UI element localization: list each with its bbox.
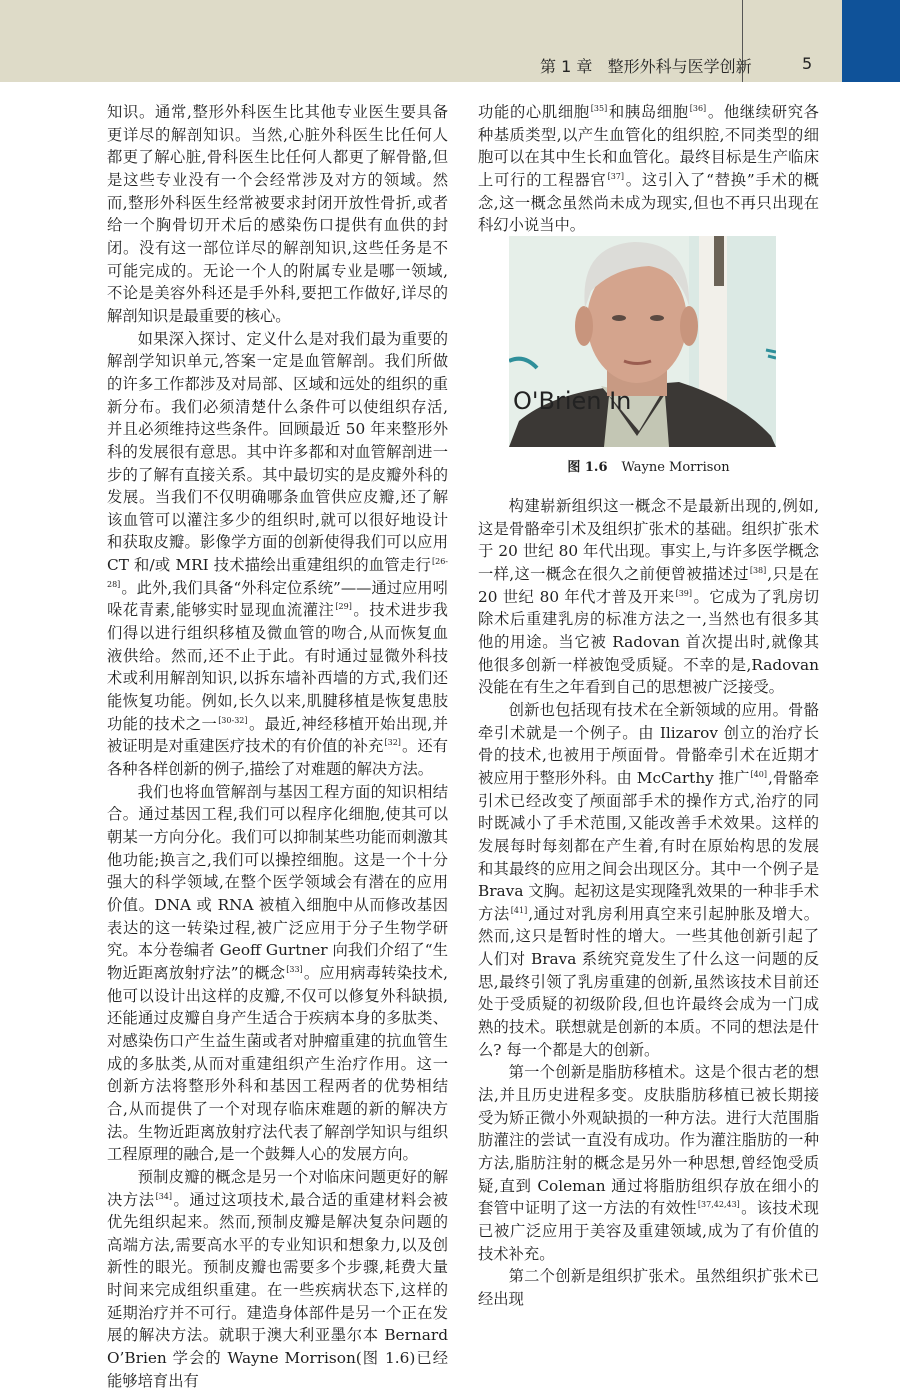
text-run: 我们也将血管解剖与基因工程方面的知识相结合。通过基因工程,我们可以程序化细胞,使其可以朝某一方向分化。我们可以抑制某些功能而刺激其他功能;换言之,我们可以操控细胞。这是一个十分强大的科学领域,在整个医学领域会有潜在的应用价值。DNA 或 RNA 被植入细胞中从而修改基因表达的这一转染过程,被广泛应用于分子生物学研究。本分卷编者 Geoff Gurtner 向我们介绍了“生物近距离放射疗法”的概念: [107, 782, 448, 982]
text-run: 功能的心肌细胞: [478, 103, 590, 121]
citation-reference: [26-28]: [107, 557, 448, 589]
text-run: 。这引入了“替换”手术的概念,这一概念虽然尚未成为现实,但也不再只出现在科幻小说当中。: [478, 170, 819, 235]
paragraph: [478, 1265, 819, 1310]
text-run: 。他继续研究各种基质类型,以产生血管化的组织腔,不同类型的细胞可以在其中生长和血管化。最终目标是生产临床上可行的工程器官: [478, 103, 819, 189]
citation-reference: [30-32]: [218, 715, 248, 725]
citation-reference: [37]: [607, 171, 624, 181]
figure-number: 图 1.6: [567, 460, 608, 475]
text-run: ,骨骼牵引术已经改变了颅面部手术的操作方式,治疗的同时既减小了手术范围,又能改善手术效果。这样的发展每时每刻都在产生着,有时在原始构思的发展和其最终的应用之间会出现区分。其中一个例子是 Brava 文胸。起初这是实现隆乳效果的一种非手术方法: [478, 768, 819, 923]
citation-reference: [35]: [590, 104, 608, 113]
running-header: [0, 0, 900, 82]
paragraph: [107, 1166, 448, 1392]
text-run: 。它成为了乳房切除术后重建乳房的标准方法之一,当然也有很多其他的用途。当它被 Radovan 首次提出时,就像其他很多创新一样被饱受质疑。不幸的是,Radovan 没能在有生之年看到自己的思想被广泛接受。: [478, 587, 819, 697]
page-number: 5: [802, 54, 813, 73]
citation-reference: [37,42,43]: [697, 1200, 740, 1210]
text-run: 和胰岛细胞: [608, 103, 689, 121]
left-column: [107, 101, 448, 1392]
citation-reference: [33]: [286, 964, 303, 974]
text-run: ,通过对乳房利用真空来引起肿胀及增大。然而,这只是暂时性的增大。一些其他创新引起了人们对 Brava 系统究竟发生了什么这一问题的反思,最终引领了乳房重建的创新,虽然该技术目前还处于受质疑的初级阶段,但也许最终会成为一门成熟的技术。联想就是创新的本质。不同的想法是什么? 每一个都是大的创新。: [478, 904, 819, 1059]
text-run: ,只是在 20 世纪 80 年代才普及开来: [478, 564, 819, 606]
paragraph: [478, 1061, 819, 1265]
text-run: 。通过这项技术,最合适的重建材料会被优先组织起来。然而,预制皮瓣是解决复杂问题的高端方法,需要高水平的专业知识和想象力,以及创新性的眼光。预制皮瓣也需要多个步骤,耗费大量时间来完成组织重建。在一些疾病状态下,这样的延期治疗并不可行。建造身体部件是另一个正在发展的解决方法。就职于澳大利亚墨尔本 Bernard O’Brien 学会的 Wayne Morrison(图 1.6)已经能够培育出有: [107, 1190, 448, 1390]
citation-reference: [41]: [510, 905, 528, 915]
text-run: 创新也包括现有技术在全新领域的应用。骨骼牵引术就是一个例子。由 Ilizarov 创立的治疗长骨的技术,也被用于颅面骨。骨骼牵引术在近期才被应用于整形外科。由 McCarthy 推广: [478, 700, 819, 787]
citation-reference: [32]: [384, 738, 401, 748]
citation-reference: [38]: [749, 565, 767, 575]
paragraph: [478, 101, 819, 237]
text-run: 。该技术现已被广泛应用于美容及重建领域,成为了有价值的技术补充。: [478, 1199, 819, 1263]
text-run: 预制皮瓣的概念是另一个对临床问题更好的解决方法: [107, 1167, 448, 1209]
text-run: 。此外,我们具备“外科定位系统”——通过应用吲哚花青素,能够实时显现血流灌注: [107, 578, 448, 620]
citation-reference: [39]: [675, 588, 693, 598]
right-column-top: [478, 101, 819, 237]
text-run: 。技术进步我们得以进行组织移植及微血管的吻合,从而恢复血液供给。然而,还不止于此。有时通过显微外科技术或利用解剖知识,以拆东墙补西墙的方式,我们还能恢复功能。例如,长久以来,肌腱移植是恢复患肢功能的技术之一: [107, 601, 448, 733]
chapter-color-tab: [842, 0, 900, 82]
paragraph: [478, 699, 819, 1062]
sign-text: O'Brien In: [513, 387, 632, 415]
citation-reference: [34]: [155, 1191, 172, 1201]
figure-photo-wayne-morrison: [509, 236, 776, 447]
text-run: 。最近,神经移植开始出现,并被证明是对重建医疗技术的有价值的补充: [107, 714, 448, 756]
citation-reference: [29]: [335, 602, 352, 612]
paragraph: [107, 328, 448, 781]
figure-caption: [478, 456, 819, 475]
figure-title: Wayne Morrison: [621, 460, 730, 475]
text-run: 第一个创新是脂肪移植术。这是个很古老的想法,并且历史进程多变。皮肤脂肪移植已被长期接受为矫正微小外观缺损的一种方法。进行大范围脂肪灌注的尝试一直没有成功。作为灌注脂肪的一种方法,脂肪注射的概念是另外一种思想,曾经饱受质疑,直到 Coleman 通过将脂肪组织存放在细小的套管中证明了这一方法的有效性: [478, 1063, 819, 1218]
portrait-photo: [509, 236, 776, 447]
right-column-bottom: [478, 495, 819, 1311]
paragraph: [107, 101, 448, 328]
citation-reference: [36]: [689, 104, 707, 113]
text-run: 。还有各种各样创新的例子,描绘了对难题的解决方法。: [107, 737, 448, 779]
paragraph: [107, 781, 448, 1166]
paragraph: [478, 495, 819, 699]
text-run: 如果深入探讨、定义什么是对我们最为重要的解剖学知识单元,答案一定是血管解剖。我们所做的许多工作都涉及对局部、区域和远处的组织的重新分布。我们必须清楚什么条件可以使组织存活,并且必须维持这些条件。回顾最近 50 年来整形外科的发展很有意思。其中许多都和对血管解剖进一步的了解有直接关系。其中最切实的是皮瓣外科的发展。当我们不仅明确哪条血管供应皮瓣,还了解该血管可以灌注多少的组织时,就可以很好地设计和获取皮瓣。影像学方面的创新使得我们可以应用 CT 和/或 MRI 技术描绘出重建组织的血管走行: [107, 329, 448, 575]
text-run: 构建崭新组织这一概念不是最新出现的,例如,这是骨骼牵引术及组织扩张术的基础。组织扩张术于 20 世纪 80 年代出现。事实上,与许多医学概念一样,这一概念在很久之前便曾被描述过: [478, 497, 819, 583]
text-run: 知识。通常,整形外科医生比其他专业医生要具备更详尽的解剖知识。当然,心脏外科医生比任何人都更了解心脏,骨科医生比任何人都更了解骨骼,但是这些专业没有一个会经常涉及对方的领域。然而,整形外科医生经常被要求封闭开放性骨折,或者给一个胸骨切开术后的感染伤口提供有血供的封闭。没有这一部位详尽的解剖知识,这些任务是不可能完成的。无论一个人的附属专业是哪一领域,不论是美容外科还是手外科,要把工作做好,详尽的解剖知识是最重要的核心。: [107, 103, 448, 325]
citation-reference: [40]: [750, 769, 767, 779]
text-run: 。应用病毒转染技术,他可以设计出这样的皮瓣,不仅可以修复外科缺损,还能通过皮瓣自身产生适合于疾病本身的多肽类、对感染伤口产生益生菌或者对肿瘤重建的抗血管生成的多肽类,从而对重建组织产生治疗作用。这一创新方法将整形外科和基因工程两者的优势相结合,从而提供了一个对现存临床难题的新的解决方法。生物近距离放射疗法代表了解剖学知识与组织工程原理的融合,是一个鼓舞人心的发展方向。: [107, 963, 448, 1164]
text-run: 第二个创新是组织扩张术。虽然组织扩张术已经出现: [478, 1267, 819, 1308]
chapter-title: 第 1 章 整形外科与医学创新: [540, 57, 752, 76]
